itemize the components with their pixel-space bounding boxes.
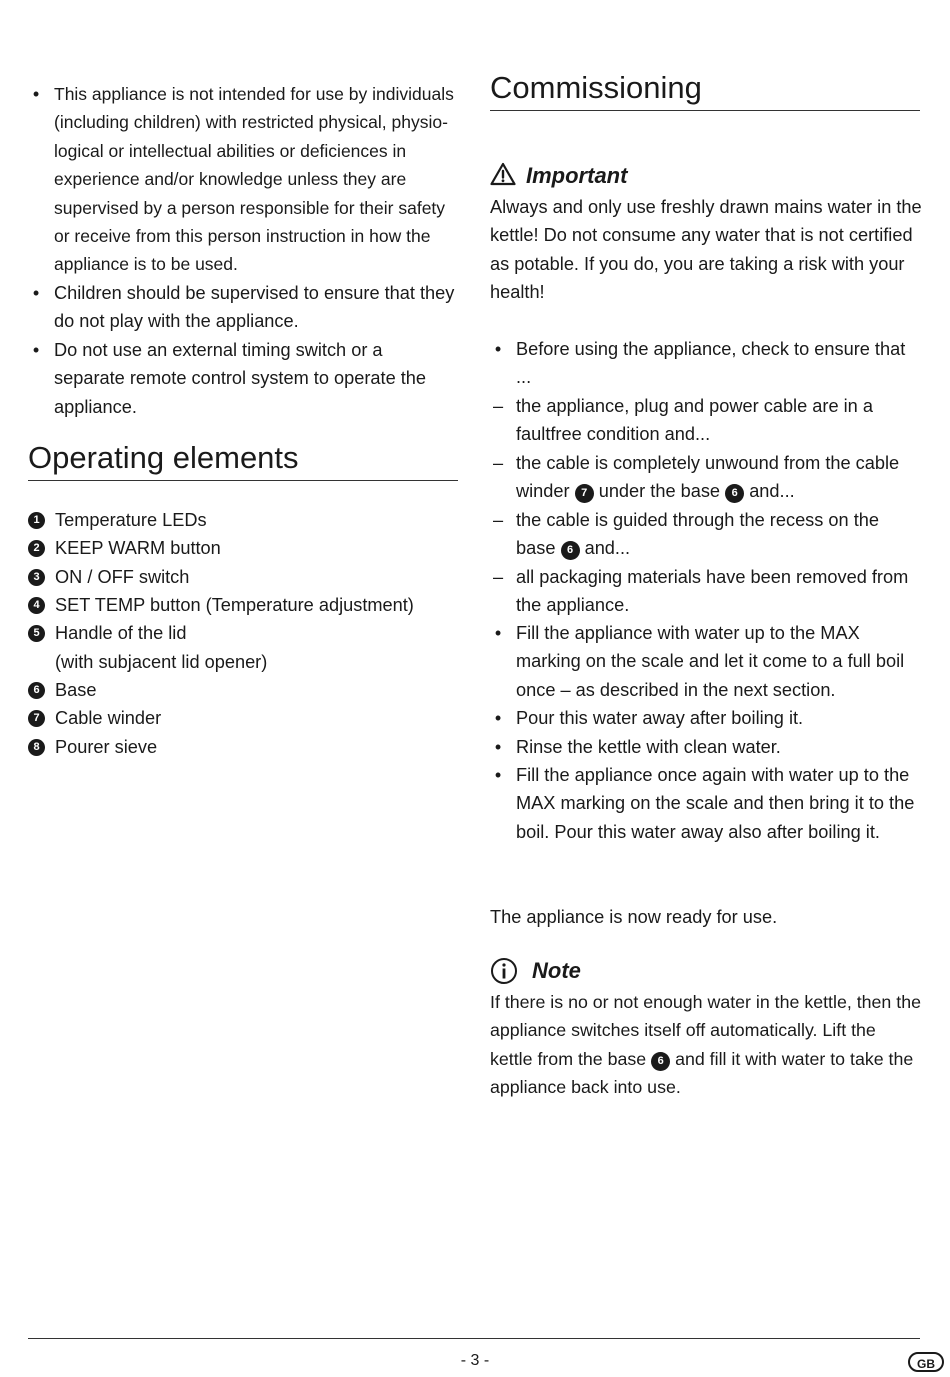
step-mark: – bbox=[492, 510, 504, 530]
step-mark: – bbox=[492, 396, 504, 416]
number-badge-icon: 8 bbox=[28, 739, 45, 756]
important-text: Always and only use freshly drawn mains water in the kettle! Do not consume any water that is not certified as potable. If you do, you are taking a risk with your health! bbox=[490, 197, 922, 303]
bullet-mark: • bbox=[32, 340, 40, 360]
step-text-part: under the base bbox=[598, 481, 721, 502]
commissioning-heading: Commissioning bbox=[490, 70, 702, 105]
language-badge: GB bbox=[908, 1352, 944, 1372]
step-text-part: the cable is guided through the recess on the base bbox=[516, 510, 879, 559]
step-mark: • bbox=[494, 623, 502, 643]
number-badge-icon: 7 bbox=[575, 484, 594, 503]
step-mark: • bbox=[494, 339, 502, 359]
operating-elements-heading: Operating elements bbox=[28, 440, 299, 475]
safety-bullet-text: Children should be supervised to ensure that they do not play with the appliance. bbox=[54, 283, 455, 332]
safety-bullet-text: This appliance is not intended for use by individuals (including children) with restricted physical, physio-logical or intellectual abilities or deficiences in experience and/or knowledge unless they are supervised by a person responsible for their safety or receive from this person instruction in how the appliance is to be used. bbox=[54, 84, 454, 275]
note-text bbox=[490, 988, 922, 1102]
number-badge-icon: 3 bbox=[28, 569, 45, 586]
number-badge-icon: 6 bbox=[28, 682, 45, 699]
number-badge-icon: 4 bbox=[28, 597, 45, 614]
bullet-mark: • bbox=[32, 283, 40, 303]
number-badge-icon: 2 bbox=[28, 540, 45, 557]
step-text: Rinse the kettle with clean water. bbox=[516, 737, 781, 757]
step-text: Fill the appliance with water up to the MAX marking on the scale and let it come to a full boil once – as described in the next section. bbox=[516, 623, 905, 700]
step-text-part: and... bbox=[749, 481, 795, 502]
number-badge-icon: 7 bbox=[28, 710, 45, 727]
page-number: - 3 - bbox=[460, 1352, 490, 1369]
step-text-part: the cable is completely unwound from the cable winder bbox=[516, 453, 900, 502]
step-text: Before using the appliance, check to ensure that ... bbox=[516, 339, 906, 388]
step-text: Pour this water away after boiling it. bbox=[516, 708, 804, 728]
warning-triangle-icon bbox=[490, 162, 516, 193]
section-divider bbox=[28, 480, 458, 481]
element-label: SET TEMP button (Temperature adjustment) bbox=[55, 595, 414, 615]
number-badge-icon: 5 bbox=[28, 625, 45, 642]
number-badge-icon: 6 bbox=[561, 541, 580, 560]
step-text: Fill the appliance once again with water up to the MAX marking on the scale and then bring it to the boil. Pour this water away also after boiling it. bbox=[516, 765, 915, 842]
element-label: ON / OFF switch bbox=[55, 567, 190, 587]
step-mark: – bbox=[492, 567, 504, 587]
element-label: (with subjacent lid opener) bbox=[55, 652, 268, 672]
element-label: Temperature LEDs bbox=[55, 510, 207, 530]
step-text: the appliance, plug and power cable are in a faultfree condition and... bbox=[516, 396, 873, 445]
step-text: all packaging materials have been removed from the appliance. bbox=[516, 567, 909, 616]
element-label: Pourer sieve bbox=[55, 737, 158, 757]
step-text-part: and... bbox=[584, 538, 631, 559]
step-mark: • bbox=[494, 737, 502, 757]
number-badge-icon: 6 bbox=[651, 1052, 670, 1071]
element-label: Cable winder bbox=[55, 708, 162, 728]
note-title: Note bbox=[532, 958, 581, 983]
bullet-mark: • bbox=[32, 84, 40, 104]
step-mark: – bbox=[492, 453, 504, 473]
important-title: Important bbox=[526, 163, 628, 188]
number-badge-icon: 6 bbox=[725, 484, 744, 503]
element-label: Base bbox=[55, 680, 97, 700]
safety-bullet-text: Do not use an external timing switch or a separate remote control system to operate the appliance. bbox=[54, 340, 427, 417]
element-label: Handle of the lid bbox=[55, 623, 187, 643]
step-text bbox=[516, 506, 920, 563]
element-label: KEEP WARM button bbox=[55, 538, 221, 558]
step-text bbox=[516, 449, 920, 506]
step-mark: • bbox=[494, 765, 502, 785]
section-divider bbox=[490, 110, 920, 111]
note-text-part: and fill it with water to take the appliance back into use. bbox=[490, 1048, 914, 1098]
note-text-part: If there is no or not enough water in the kettle, then the appliance switches itself off automatically. Lift the kettle from the base bbox=[490, 992, 921, 1069]
step-mark: • bbox=[494, 708, 502, 728]
ready-text: The appliance is now ready for use. bbox=[490, 907, 778, 927]
number-badge-icon: 1 bbox=[28, 512, 45, 529]
footer-divider bbox=[28, 1338, 920, 1339]
info-circle-icon bbox=[490, 957, 518, 992]
